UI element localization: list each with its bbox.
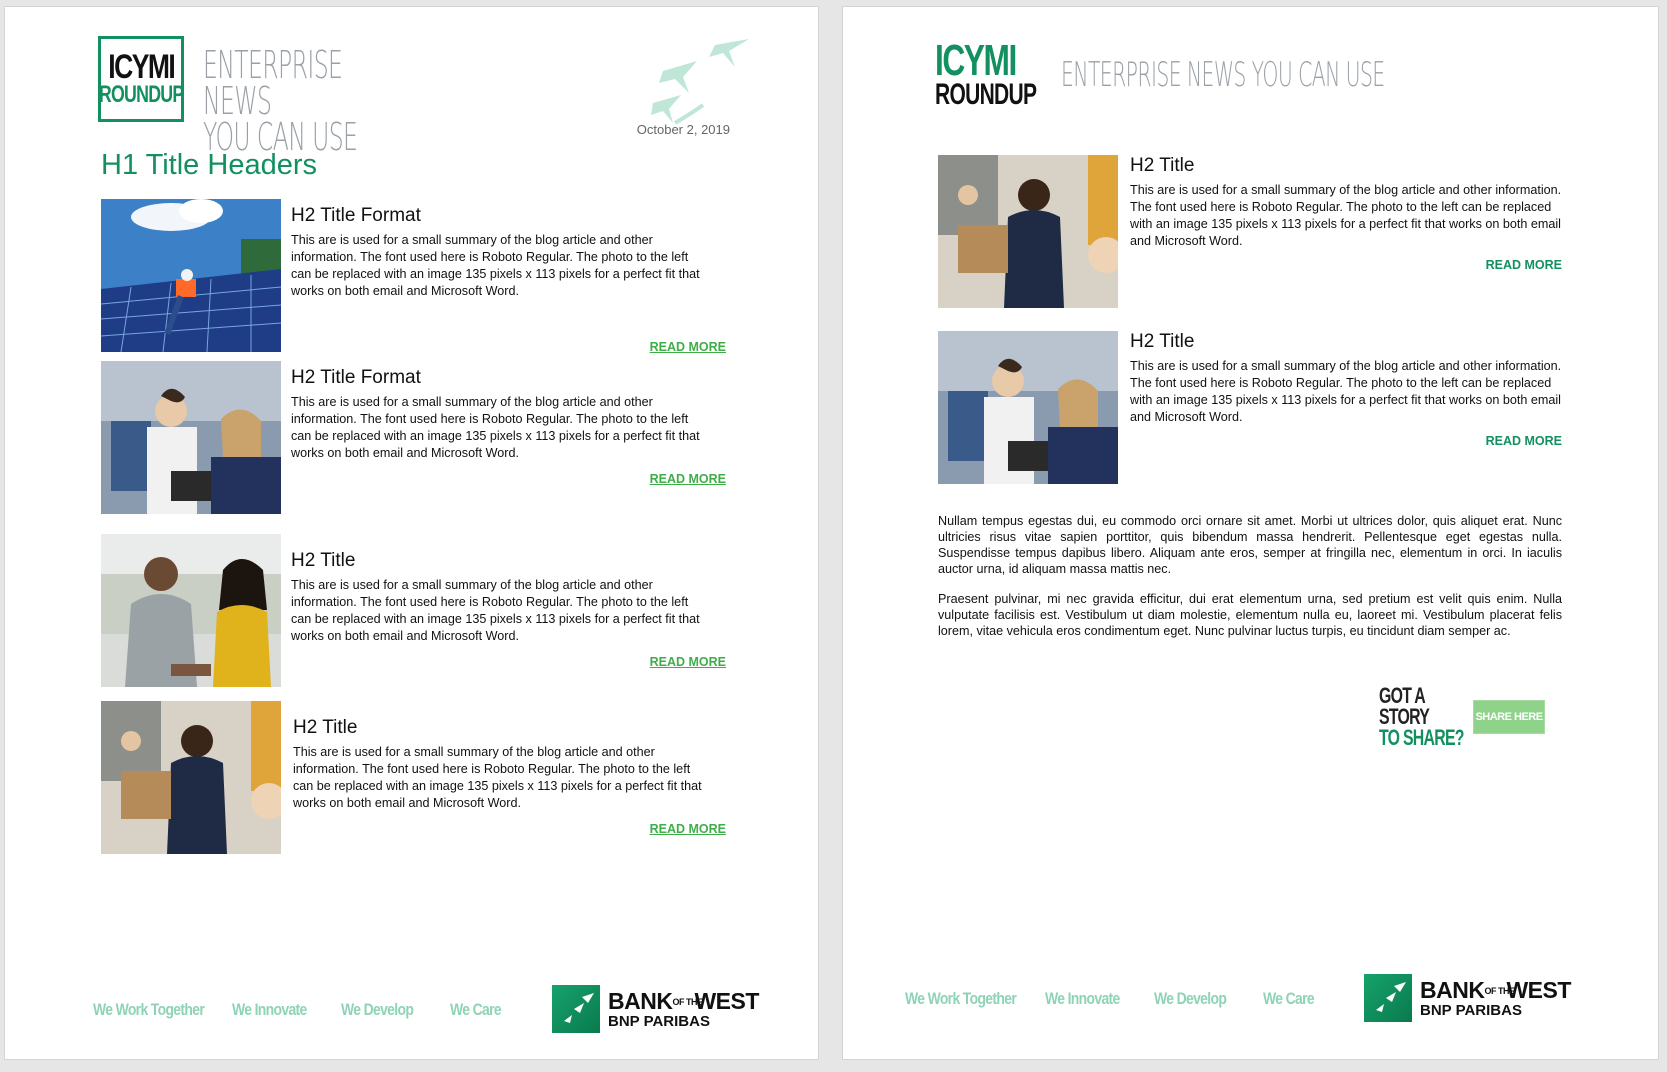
value-we-work-together: We Work Together: [93, 1000, 205, 1019]
story-callout: [1379, 685, 1545, 748]
newsletter-page-2: [842, 6, 1659, 1060]
logo-icymi-text: ICYMI: [935, 36, 1016, 85]
article-title: H2 Title Format: [291, 367, 421, 388]
article-title: H2 Title: [1130, 155, 1195, 176]
icymi-roundup-logo: [98, 36, 184, 122]
logo-roundup-text: ROUNDUP: [935, 78, 1037, 112]
page-title: H1 Title Headers: [101, 149, 317, 181]
read-more-link[interactable]: READ MORE: [649, 340, 726, 354]
article-summary: This are is used for a small summary of the blog article and other information. The font used here is Roboto Regular. The photo to the left can be replaced with an image 135 pixels x 113 pixels for a perfect fit that works on both email and Microsoft Word.: [1130, 183, 1562, 248]
article-body: [291, 367, 711, 462]
birds-decoration-icon: [645, 31, 755, 131]
read-more-link[interactable]: READ MORE: [649, 655, 726, 669]
issue-date: October 2, 2019: [636, 122, 730, 137]
article-body: [291, 205, 711, 300]
read-more-link[interactable]: READ MORE: [1485, 434, 1562, 448]
bnp-stars-icon: [552, 985, 600, 1033]
volunteers-boxes-photo: [101, 701, 281, 854]
handshake-photo: [101, 534, 281, 687]
article-summary: This are is used for a small summary of the blog article and other information. The font used here is Roboto Regular. The photo to the left can be replaced with an image 135 pixels x 113 pixels for a perfect fit that works on both email and Microsoft Word.: [291, 233, 700, 298]
bank-of-the-west-logo: [1364, 974, 1571, 1022]
article-body: [1130, 331, 1562, 426]
tagline-line-2: YOU CAN USE: [203, 115, 358, 159]
newsletter-page-1: [4, 6, 819, 1060]
bank-name-b: WEST: [1506, 976, 1571, 1003]
article-summary: This are is used for a small summary of the blog article and other information. The font used here is Roboto Regular. The photo to the left can be replaced with an image 135 pixels x 113 pixels for a perfect fit that works on both email and Microsoft Word.: [293, 745, 702, 810]
article-summary: This are is used for a small summary of the blog article and other information. The font used here is Roboto Regular. The photo to the left can be replaced with an image 135 pixels x 113 pixels for a perfect fit that works on both email and Microsoft Word.: [1130, 359, 1562, 424]
body-paragraph: Nullam tempus egestas dui, eu commodo orci ornare sit amet. Morbi ut ultrices dolor, quis aliquet erat. Nunc ultricies risus vitae sapien porttitor, quis bibendum massa hendrerit. Pellentesque eget egestas nulla. Suspendisse tempus dapibus libero. Aliquam ante eros, semper at fringilla nec, elementum in orci. In iaculis auctor urna, id aliquam massa mattis nec.: [938, 514, 1562, 576]
bank-subname: BNP PARIBAS: [608, 1012, 710, 1030]
volunteers-photo: [101, 361, 281, 514]
core-values: [93, 1000, 520, 1020]
read-more-link[interactable]: READ MORE: [1485, 258, 1562, 272]
value-we-develop: We Develop: [341, 1000, 414, 1019]
bank-name-a: BANK: [608, 987, 673, 1014]
tagline-line-1: ENTERPRISE NEWS: [203, 43, 343, 123]
value-we-care: We Care: [450, 1000, 501, 1019]
tagline: [203, 43, 401, 159]
bank-subname: BNP PARIBAS: [1420, 1001, 1522, 1019]
volunteers-photo: [938, 331, 1118, 484]
value-we-develop: We Develop: [1154, 989, 1227, 1008]
article-body: [291, 550, 711, 645]
article-title: H2 Title: [291, 550, 356, 571]
read-more-link[interactable]: READ MORE: [649, 822, 726, 836]
bank-of-the-west-logo: [552, 985, 759, 1033]
bank-name-of-the: OF THE: [672, 996, 703, 1007]
article-summary: This are is used for a small summary of the blog article and other information. The font used here is Roboto Regular. The photo to the left can be replaced with an image 135 pixels x 113 pixels for a perfect fit that works on both email and Microsoft Word.: [291, 395, 700, 460]
value-we-care: We Care: [1263, 989, 1314, 1008]
story-heading-line-1: GOT A STORY: [1379, 683, 1430, 729]
logo-icymi-text: ICYMI: [108, 48, 174, 87]
body-paragraph: Praesent pulvinar, mi nec gravida efficitur, dui erat elementum urna, sed pretium est velit quis enim. Nulla vulputate facilisis est. Vestibulum ut diam molestie, elementum nulla eu, laoreet mi. Vestibulum placerat felis lorem, vitae vehicula eros condimentum eget. Nunc pulvinar luctus turpis, eu tincidunt diam semper ac.: [938, 592, 1562, 638]
tagline: ENTERPRISE NEWS YOU CAN USE: [1061, 55, 1385, 95]
article-title: H2 Title: [293, 717, 358, 738]
article-body: [1130, 155, 1562, 250]
value-we-work-together: We Work Together: [905, 989, 1017, 1008]
article-body: [293, 717, 713, 812]
bank-name-a: BANK: [1420, 976, 1485, 1003]
story-heading-line-2: TO SHARE?: [1379, 725, 1464, 750]
logo-roundup-text: ROUNDUP: [98, 80, 184, 108]
article-title: H2 Title: [1130, 331, 1195, 352]
article-summary: This are is used for a small summary of the blog article and other information. The font used here is Roboto Regular. The photo to the left can be replaced with an image 135 pixels x 113 pixels for a perfect fit that works on both email and Microsoft Word.: [291, 578, 700, 643]
bnp-stars-icon: [1364, 974, 1412, 1022]
icymi-roundup-logo: [935, 36, 1080, 112]
bank-name-of-the: OF THE: [1484, 985, 1515, 996]
value-we-innovate: We Innovate: [232, 1000, 307, 1019]
volunteers-boxes-photo: [938, 155, 1118, 308]
bank-name-b: WEST: [694, 987, 759, 1014]
solar-panel-photo: [101, 199, 281, 352]
article-title: H2 Title Format: [291, 205, 421, 226]
read-more-link[interactable]: READ MORE: [649, 472, 726, 486]
value-we-innovate: We Innovate: [1045, 989, 1120, 1008]
core-values: [905, 989, 1333, 1009]
share-here-button[interactable]: SHARE HERE: [1473, 700, 1545, 734]
